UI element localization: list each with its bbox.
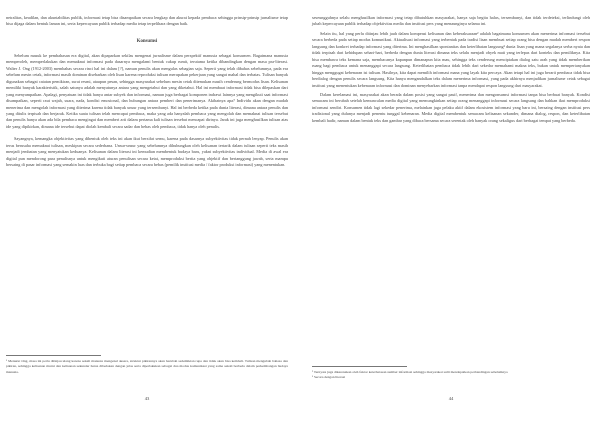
- footnote-rule: [312, 366, 407, 367]
- right-page: [300, 0, 600, 424]
- left-intro-paragraph: netralitas, keadilan, dan akuntabilitas publik, informasi tetap bisa disampaikan secara lengkap dan akurat kepada pembaca sehingga prinsip-prinsip jurnalisme tetap bisa dijaga dalam bentuk laman ini, serta kepercayaan publik terhadap media tetap terpelihara dengan baik.: [6, 15, 288, 27]
- right-intro-paragraph: seseungguhnya selalu menghasilkan informasi yang tetap dibutuhkan masyarakat, hanya saja begitu halus, tersembunyi, dan tidak terdeteksi, terlindungi oleh jubah kepercayaan publik terhadap objektivitas media dan institusi pers yang menaunginya selama ini.: [312, 15, 590, 27]
- left-footnote-1: ¹ Menurut Ong, masa ini perlu ditinjau ulang karena sekali manusia mengenal aksara, struktur pikirannya akan berubah sedemikian rupa dan tidak akan bisa kembali. Tulisan mengubah bahasa dan pikiran, sehingga kelisanan murni dan kelisanan sekunder harus dibedakan dengan jelas serta diperlakukan sebagai dua modus komunikasi yang sama sekali berbeda dalam perkembangan budaya manusia.: [6, 359, 288, 374]
- footnote-rule: [6, 355, 101, 356]
- right-footnote-2: ³ Secara dengan literasi: [312, 375, 346, 380]
- right-paragraph-2: Dalam kerelamasi ini, masyarakat akan berada dalam posisi yang sangat pasif, menerima dan mengonsumsi informasi tanpa bisa berbuat banyak. Kondisi semacam ini berubah setelah kemunculan media digital yang memungkinkan setiap orang menanggapi informasi secara langsung dan bahkan ikut memproduksi informasi sendiri. Konsumen tidak lagi sekedar penerima, melainkan juga pelaku aktif dalam ekosistem informasi yang baru ini, bersaing dengan institusi pers tradisional yang dulunya menjadi penentu tunggal kebenaran. Media digital membentuk semacam kelisanan sekunder, dimana dialog, respon, dan keterlibatan kembali hadir, namun dalam bentuk teks dan gambar yang dibaca bersama secara serentak oleh banyak orang sekaligus dari berbagai tempat yang berbeda.: [312, 91, 590, 123]
- left-paragraph-2: Sayangnya, kemangka objektivitas yang dibentuk oleh teks ini akan ikut bersifat semu, karena pada dasarnya subyektivitas tidak pernah lenyap. Penulis akan terus berusaha memaknai tulisan, meskipun secara sederhana. Unsur-unsur yang sebelumnya dihubungkan oleh kelisanan tertarik dalam tulisan seperti teks masih menjadi jembatan yang menyatukan keduanya. Kelisanan dalam literasi ini kemudian membentuk budaya baru, yakni subyektivitas individual. Media di awal era digital pun mendorong para penulisnya untuk mengikuti aturan penulisan secara ketat, memproduksi berita yang objektif dan bertanggung jawab, serta mampu bersaing di pasar informasi yang semakin luas dan terbuka bagi setiap pembaca secara bebas (pemilik institusi media / faktor produksi informasi) yang menentukan.: [6, 136, 288, 168]
- left-footnotes: [6, 355, 288, 375]
- left-paragraph-1: Sebelum masuk ke pembahasan era digital, akan dipaparkan sekilas mengenai jurnalisme dalam perspektif manusia sebagai konsumen. Bagaimana manusia memperoleh, memperlakukan dan memaknai informasi pada dasarnya mengalami bentuk cukup rumit, terutama ketika dibandingkan dengan masa pra-literasi. Walter J. Ong (1912-2003) membahas secara rinci hal ini dalam [?], namun penulis akan mengulas sebagian saja. Seperti yang telah dibahas sebelumnya, pada era sebelum mesin cetak, informasi masih dominan disebarkan oleh lisan karena reproduksi tulisan merupakan pekerjaan yang sangat mahal dan terbatas. Tulisan banyak digunakan sebagai catatan pemikiran, surat resmi, ataupun pesan, sehingga masyarakat sebelum mesin cetak ditemukan masih cenderung bermodus lisan. Kelisanan memiliki banyak karakteristik, salah satunya adalah menyatunya antara yang mengetahui dan yang diketahui. Hal ini membuat informasi tidak bisa dilepaskan dari yang menyampaikan. Apalagi, penyatuan ini tidak hanya antar subyek dan informasi, namun juga berbagai komponen indrawi lainnya yang mengikuti saat informasi disampaikan, seperti raut wajah, suara, nada, kondisi emosional, dan hubungan antara pemberi dan penerimanya. Akibatnya apa? Individu akan dengan mudah menerima dan mengolah informasi yang diterima karena tidak banyak unsur yang tersembunyi. Hal ini berbeda ketika pada dunia literasi, dimana antara penulis dan yang ditulis terpisah dan berjarak. Ketika suatu tulisan telah mencapai pembaca, maka yang ada hanyalah pembaca yang mengolah dan memaknai tulisan tersebut dan penulis hanya akan ada bila pembaca mengingat dan memberi arti dalam pertama kali tulisan tersebut mencapai dirinya. Jarak ini juga menghasilkan tulisan atas ide yang dipikirkan, dimana ide tersebut dapat diolah kembali secara sadar dan bebas oleh pembaca, tidak hanya oleh penulis.: [6, 52, 288, 129]
- section-heading: Konsumsi: [136, 38, 158, 44]
- right-footnote-1: ² Ternyata juga dikarenakan oleh faktor keterbatasan sumber informasi sehingga masyarakat sulit mendapatkan perbandingan sebelumnya: [312, 370, 508, 374]
- page-number-left: 43: [144, 396, 150, 401]
- page-number-right: 44: [448, 396, 454, 401]
- right-paragraph-1: Selain itu, hal yang perlu ditinjau lebih jauh dalam kompeasi kelisanan dan keberaksaraan² adalah bagaimana konsumen akan menerima informasi tersebut secara berbeda pada setiap modus komunikasi. Aktualisasi informasi yang terbentuk pada tradisi lisan membuat setiap orang bisa dengan mudah memberi respon langsung dan konkret terhadap informasi yang diterima. Ini menghasilkan spontanitas dan keterlibatan langsung³ dunia lisan yang mana segalanya serba nyata dan tidak terpisah dari kehidupan sehari-hari, berbeda dengan dunia literasi dimana teks selalu menjadi obyek mati yang terlepas dari konteks dan pemiliknya. Kita bisa membawa teks kemana saja, membacanya kapanpun dimanapun kita mau, sehingga teks cenderung menciptakan dialog satu arah yang tidak memberikan ruang bagi pembaca untuk menanggapi secara langsung. Keterlibatan pembaca tidak lebih dari sekedar memahami makna teks, bukan untuk mempertanyakan hingga menggugat kebenaran isi tulisan. Hasilnya, kita dapat memilih informasi mana yang layak kita percaya. Akan tetapi hal ini juga berarti pembaca tidak bisa berdialog dengan penulis secara langsung. Kita hanya mengandalkan teks dalam menerima informasi, yang pada akhirnya menjadikan jurnalisme cetak sebagai institusi yang menentukan kebenaran informasi dan dominan menyebarkan informasi tanpa mendapat respon langsung dari masyarakat.: [312, 30, 590, 88]
- right-footnotes: [312, 366, 590, 381]
